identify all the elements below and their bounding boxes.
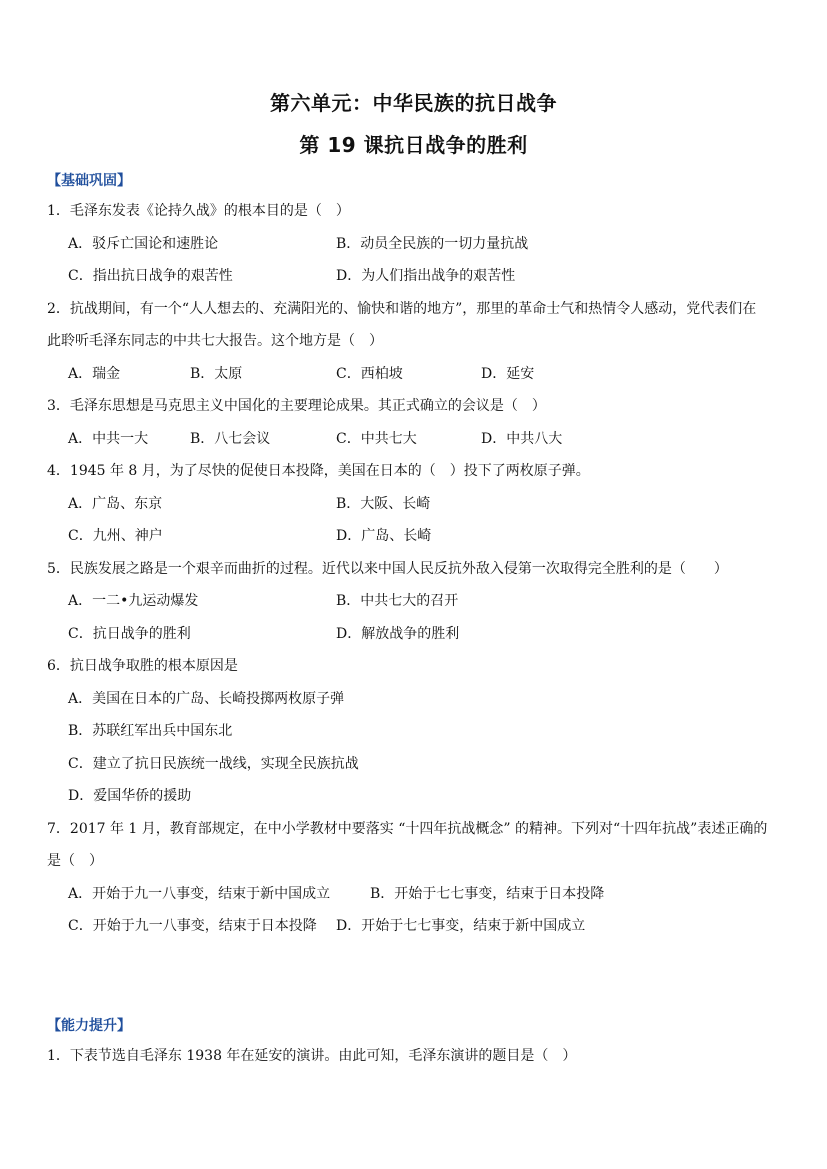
section-heading-basic: 【基础巩固】 [47,173,131,189]
answer-option: C．抗日战争的胜利 [68,626,191,642]
answer-option: A．美国在日本的广岛、长崎投掷两枚原子弹 [68,691,345,707]
question-stem: 2．抗战期间，有一个“人人想去的、充满阳光的、愉快和谐的地方”，那里的革命士气和热情令人感动，党代表们在 [47,301,757,317]
answer-option: A．开始于九一八事变，结束于新中国成立 [68,886,331,902]
answer-option: A．瑞金 [68,366,121,382]
answer-option: D．中共八大 [481,431,563,447]
unit-title: 第六单元：中华民族的抗日战争 [270,91,557,115]
answer-option: A．一二•九运动爆发 [68,593,199,609]
answer-option: B．太原 [190,366,243,382]
answer-option: C．指出抗日战争的艰苦性 [68,268,233,284]
answer-option: D．为人们指出战争的艰苦性 [336,268,516,284]
answer-option: A．中共一大 [68,431,149,447]
answer-option: C．西柏坡 [336,366,403,382]
answer-option: B．苏联红军出兵中国东北 [68,723,233,739]
answer-option: D．延安 [481,366,535,382]
answer-option: A．驳斥亡国论和速胜论 [68,236,219,252]
answer-option: C．中共七大 [336,431,417,447]
lesson-title: 第 19 课抗日战争的胜利 [299,133,528,157]
answer-option: D．爱国华侨的援助 [68,788,192,804]
question-stem: 1．毛泽东发表《论持久战》的根本目的是（ ） [47,203,350,219]
question-stem: 此聆听毛泽东同志的中共七大报告。这个地方是（ ） [47,333,383,349]
question-stem: 1．下表节选自毛泽东 1938 年在延安的演讲。由此可知，毛泽东演讲的题目是（ ） [47,1048,577,1064]
answer-option: C．建立了抗日民族统一战线，实现全民族抗战 [68,756,359,772]
question-stem: 3．毛泽东思想是马克思主义中国化的主要理论成果。其正式确立的会议是（ ） [47,398,546,414]
answer-option: C．九州、神户 [68,528,163,544]
answer-option: D．开始于七七事变，结束于新中国成立 [336,918,586,934]
answer-option: B．动员全民族的一切力量抗战 [336,236,529,252]
answer-option: D．解放战争的胜利 [336,626,460,642]
answer-option: B．大阪、长崎 [336,496,431,512]
answer-option: B．八七会议 [190,431,271,447]
answer-option: C．开始于九一八事变，结束于日本投降 [68,918,317,934]
answer-option: D．广岛、长崎 [336,528,432,544]
answer-option: A．广岛、东京 [68,496,163,512]
answer-option: B．中共七大的召开 [336,593,459,609]
question-stem: 是（ ） [47,853,103,869]
question-stem: 7．2017 年 1 月，教育部规定，在中小学教材中要落实 “十四年抗战概念” 的精神。下列对“十四年抗战”表述正确的 [47,821,768,837]
answer-option: B．开始于七七事变，结束于日本投降 [370,886,605,902]
question-stem: 6．抗日战争取胜的根本原因是 [47,658,238,674]
question-stem: 5．民族发展之路是一个艰辛而曲折的过程。近代以来中国人民反抗外敌入侵第一次取得完全胜利的是（ ） [47,561,728,577]
question-stem: 4．1945 年 8 月，为了尽快的促使日本投降，美国在日本的（ ）投下了两枚原子弹。 [47,463,590,479]
section-heading-advanced: 【能力提升】 [47,1018,131,1034]
